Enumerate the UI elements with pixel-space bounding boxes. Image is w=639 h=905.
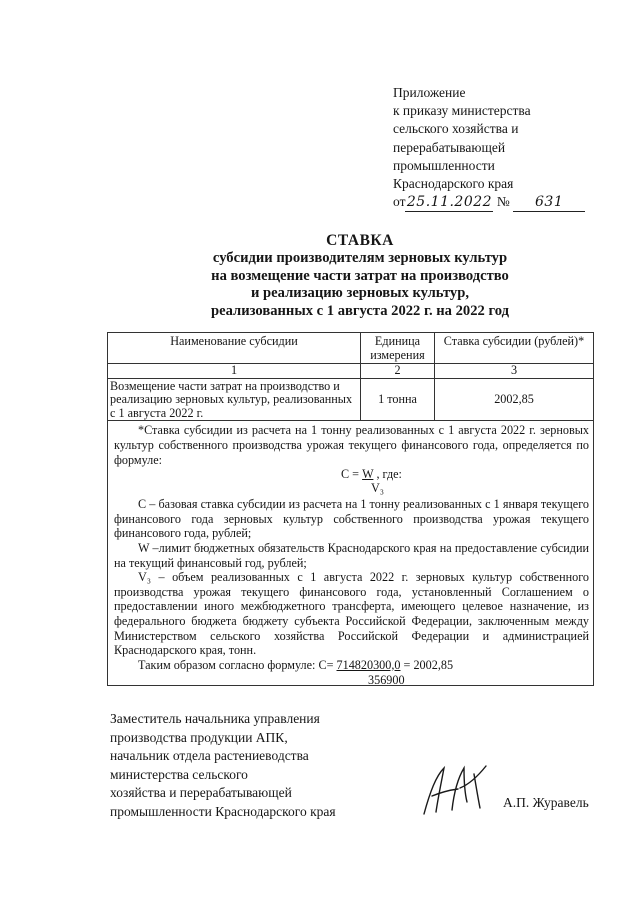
- footnote-intro: *Ставка субсидии из расчета на 1 тонну реализованных с 1 августа 2022 г. зерновых культур собственного производства урожая текущего финансового года, определяется по формуле:: [114, 423, 589, 467]
- order-date-field: [405, 193, 493, 212]
- appendix-block: [393, 84, 593, 212]
- table-header-row: [108, 333, 593, 364]
- column-number: 3: [435, 364, 594, 379]
- formula-denominator: V₃: [371, 481, 385, 496]
- signer-title-line: производства продукции АПК,: [110, 729, 288, 745]
- date-prefix: от: [393, 194, 406, 210]
- signer-title-line: хозяйства и перерабатывающей: [110, 785, 292, 800]
- appendix-line: перерабатывающей: [393, 139, 506, 155]
- table-row: [108, 378, 593, 421]
- formula-line: С = W , где:: [341, 467, 402, 482]
- signer-title-line: начальник отдела растениеводства: [110, 748, 309, 763]
- title-line: реализованных с 1 августа 2022 г. на 2022 год: [211, 303, 509, 320]
- signer-title-line: министерства сельского: [110, 766, 248, 782]
- title-line: на возмещение части затрат на производство: [211, 267, 509, 284]
- calc-result: = 2002,85: [400, 657, 454, 672]
- rate-table-frame: [107, 332, 594, 686]
- order-number: 631: [535, 194, 564, 211]
- appendix-line: сельского хозяйства и: [393, 121, 519, 137]
- title-line: и реализацию зерновых культур,: [251, 285, 469, 302]
- definition-v: V₃ – объем реализованных с 1 августа 2022 г. зерновых культур собственного производства урожая текущего финансового года, установленный Соглашением о предоставлении иного межбюджетного трансферта, имеющего целевое назначение, из федерального бюджета бюджету субъекта Российской Федерации, заключенным между Министерством сельского хозяйства Российской Федерации и администрацией Краснодарского края, тонн.: [114, 570, 589, 658]
- order-date: 25.11.2022: [406, 194, 493, 211]
- formula-numerator: W: [362, 467, 374, 482]
- header-cell: Единица измерения: [361, 333, 435, 364]
- unit-cell: 1 тонна: [361, 378, 435, 421]
- number-prefix: №: [496, 194, 510, 210]
- header-cell: Ставка субсидии (рублей)*: [435, 333, 594, 364]
- subsidy-name: Возмещение части затрат на производство и реализацию зерновых культур, реализованных с 1 августа 2022 г.: [108, 378, 361, 421]
- document-title: [150, 232, 570, 321]
- column-number: 2: [361, 364, 435, 379]
- column-number: 1: [108, 364, 361, 379]
- appendix-line: к приказу министерства: [393, 103, 531, 119]
- calculation: [114, 658, 589, 688]
- formula: [114, 467, 589, 497]
- appendix-line: Краснодарского края: [393, 176, 514, 192]
- signer-name: А.П. Журавель: [503, 795, 589, 810]
- handwritten-signature: [414, 762, 494, 820]
- order-date-number: [393, 193, 593, 212]
- calc-prefix: Таким образом согласно формуле: С=: [138, 657, 337, 672]
- header-cell: Наименование субсидии: [108, 333, 361, 364]
- rate-cell: 2002,85: [435, 378, 594, 421]
- title-line: субсидии производителям зерновых культур: [212, 249, 508, 266]
- appendix-line: Приложение: [393, 85, 466, 100]
- calc-numerator: 714820300,0: [336, 657, 401, 672]
- column-number-row: [108, 364, 593, 379]
- signature-block: [110, 710, 390, 821]
- signer-title-line: Заместитель начальника управления: [110, 711, 320, 726]
- signer-title-line: промышленности Краснодарского края: [110, 803, 336, 819]
- rate-table: [108, 333, 593, 421]
- footnote-section: [108, 421, 593, 687]
- definition-w: W –лимит бюджетных обязательств Краснодарского края на предоставление субсидии на текущий финансовый год, рублей;: [114, 540, 589, 570]
- appendix-line: промышленности: [393, 157, 495, 173]
- title-main: СТАВКА: [326, 232, 394, 249]
- order-number-field: [513, 193, 585, 212]
- definition-c: С – базовая ставка субсидии из расчета на 1 тонну реализованных с 1 января текущего финансового года зерновых культур собственного производства урожая текущего финансового года, рублей;: [114, 497, 589, 541]
- calc-denominator: 356900: [368, 672, 405, 687]
